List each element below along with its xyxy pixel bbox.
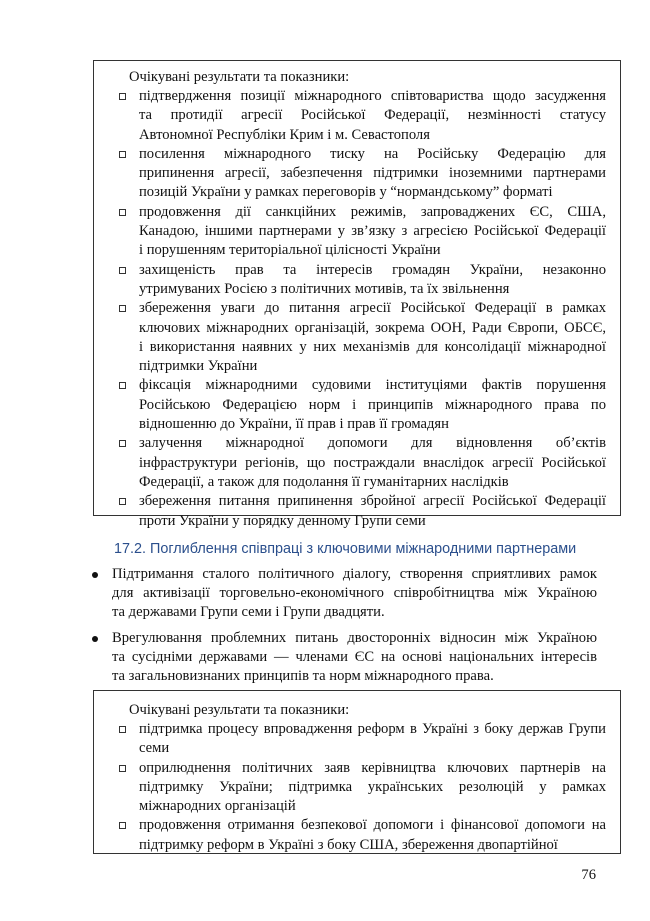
text-line: підтримки України — [139, 358, 258, 375]
results-list — [94, 720, 620, 855]
checkbox-square-icon — [119, 93, 126, 100]
result-item — [94, 87, 620, 145]
result-item — [94, 759, 620, 817]
text-line: захищеність прав та інтересів громадян України, незаконно — [139, 261, 606, 278]
bullet-icon — [92, 636, 98, 642]
text-line: підтвердження позиції міжнародного співтовариства щодо засудження — [139, 88, 606, 104]
expected-results-box-1 — [93, 60, 621, 529]
text-line: та сусідніми державами — членами ЄС на основі національних інтересів — [112, 649, 597, 665]
bullet-icon — [92, 572, 98, 578]
text-line: і використання наявних у них механізмів для консолідації міжнародної — [139, 338, 606, 355]
text-line: продовження дії санкційних режимів, запроваджених ЄС, США, — [139, 203, 606, 220]
checkbox-square-icon — [119, 822, 126, 829]
text-line: та протидії агресії Російської Федерації, незмінності статусу — [139, 107, 606, 124]
bullet-item — [0, 565, 650, 622]
text-line: міжнародних організацій — [139, 798, 296, 815]
text-line: Російською Федерацією норм і принципів міжнародного права по — [139, 396, 606, 413]
text-line: Канадою, іншими партнерами у зв’язку з агресією Російської Федерації — [139, 223, 606, 240]
text-line: продовження отримання безпекової допомоги і фінансової допомоги на — [139, 817, 606, 834]
checkbox-square-icon — [119, 305, 126, 312]
result-item — [94, 492, 620, 531]
text-line: відношенню до України, її прав і прав її громадян — [139, 416, 449, 433]
text-line: посилення міжнародного тиску на Російську Федерацію для — [139, 145, 606, 162]
text-line: збереження питання припинення збройної агресії Російської Федерації — [139, 493, 606, 510]
box-heading: Очікувані результати та показники: — [129, 702, 350, 718]
text-line: проти України у порядку денному Групи семи — [139, 512, 426, 529]
text-line: оприлюднення політичних заяв керівництва ключових партнерів на — [139, 759, 606, 776]
text-line: ключових міжнародних організацій, зокрема ООН, Ради Європи, ОБСЄ, — [139, 319, 606, 336]
result-item — [94, 261, 620, 300]
result-item — [94, 816, 620, 855]
text-line: підтримка процесу впровадження реформ в Україні з боку держав Групи — [139, 721, 606, 737]
checkbox-square-icon — [119, 382, 126, 389]
text-line: Федерації, а також для подолання її гуманітарних наслідків — [139, 473, 509, 490]
results-list — [94, 87, 620, 531]
checkbox-square-icon — [119, 726, 126, 733]
box-heading: Очікувані результати та показники: — [129, 69, 350, 85]
bullet-list — [0, 565, 650, 686]
bullet-item — [0, 629, 650, 686]
text-line: та державами Групи семи і Групи двадцяти. — [112, 604, 385, 620]
result-item — [94, 720, 620, 759]
result-item — [94, 299, 620, 376]
text-line: та загальновизнаних принципів та норм міжнародного права. — [112, 668, 494, 684]
text-line: позицій України у рамках переговорів у “нормандському” форматі — [139, 184, 553, 201]
text-line: семи — [139, 740, 170, 757]
text-line: Врегулювання проблемних питань двосторонніх відносин між Україною — [112, 630, 597, 646]
checkbox-square-icon — [119, 151, 126, 158]
text-line: утримуваних Росією з політичних мотивів, та їх звільнення — [139, 280, 510, 297]
text-line: підтримку України; підтримка українських резолюцій у рамках — [139, 778, 606, 795]
text-line: для активізації торговельно-економічного співробітництва між Україною — [112, 585, 597, 601]
result-item — [94, 203, 620, 261]
text-line: інфраструктури регіонів, що постраждали внаслідок агресії Російської — [139, 454, 606, 471]
text-line: підтримку реформ в Україні з боку США, збереження двопартійної — [139, 836, 558, 853]
text-line: Підтримання сталого політичного діалогу, створення сприятливих рамок — [112, 566, 597, 582]
text-line: припинення агресії, забезпечення підтримки іноземними партнерами — [139, 165, 606, 182]
result-item — [94, 376, 620, 434]
checkbox-square-icon — [119, 498, 126, 505]
page-number: 76 — [581, 867, 596, 883]
text-line: збереження уваги до питання агресії Російської Федерації в рамках — [139, 300, 606, 317]
section-heading: 17.2. Поглиблення співпраці з ключовими міжнародними партнерами — [114, 541, 577, 557]
text-line: і порушенням територіальної цілісності України — [139, 242, 441, 259]
checkbox-square-icon — [119, 765, 126, 772]
checkbox-square-icon — [119, 440, 126, 447]
text-line: залучення міжнародної допомоги для відновлення об’єктів — [139, 435, 606, 452]
text-line: фіксація міжнародними судовими інституціями фактів порушення — [139, 377, 606, 394]
checkbox-square-icon — [119, 267, 126, 274]
expected-results-box-2 — [93, 690, 621, 854]
result-item — [94, 434, 620, 492]
text-line: Автономної Республіки Крим і м. Севастополя — [139, 126, 430, 143]
checkbox-square-icon — [119, 209, 126, 216]
result-item — [94, 145, 620, 203]
